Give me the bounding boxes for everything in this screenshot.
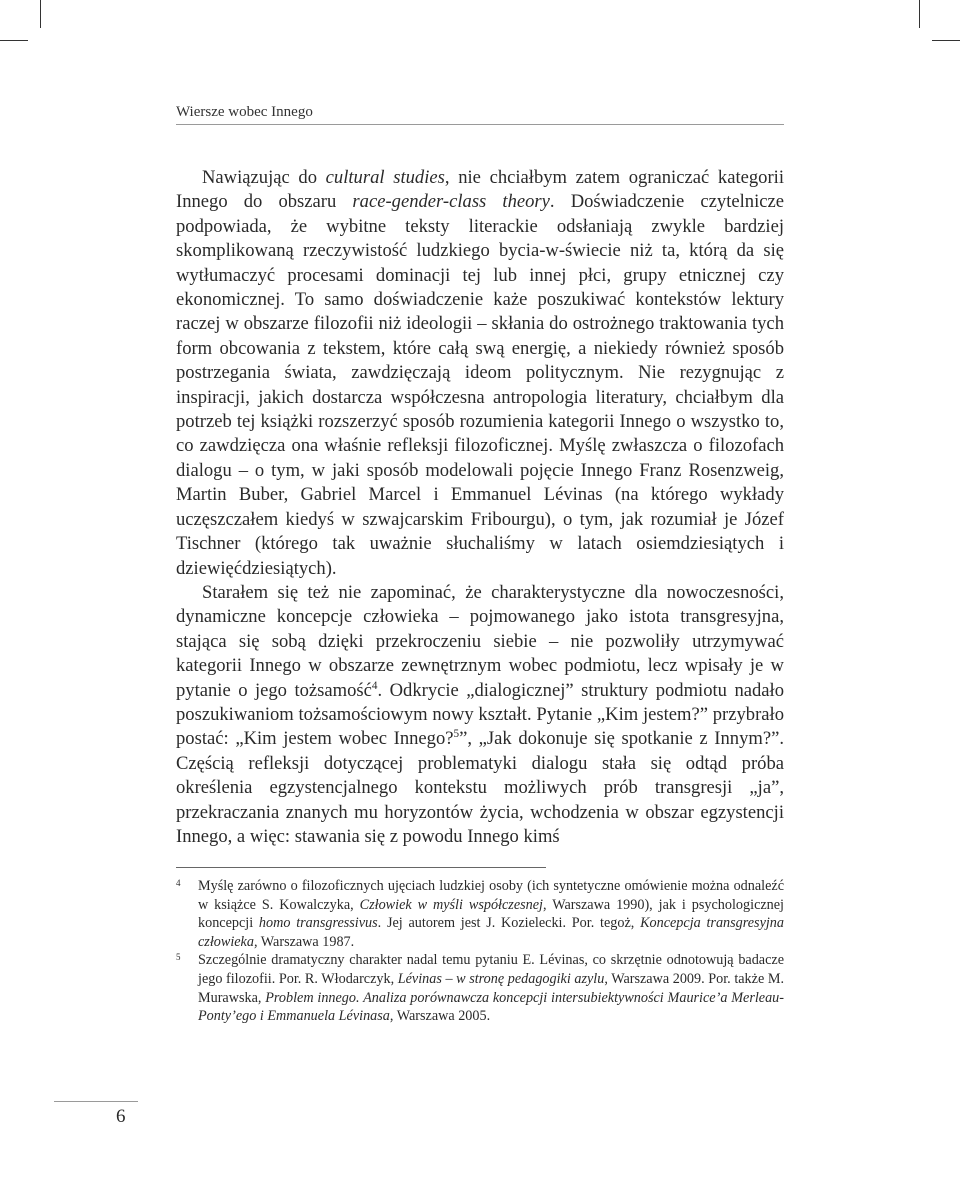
italic-text: homo transgressivus [258,915,378,932]
header-divider [176,124,784,125]
footnote-text: Myślę zarówno o filozoficznych ujęciach ludzkiej osoby (ich syntetyczne omówienie można odnaleźć w książce S. Kowalczyka, Człowiek w myśli współczesnej, Warszawa 1990), jak i psychologicznej koncepcji homo transgressivus. Jej autorem jest J. Kozielecki. Por. tegoż, Koncepcja transgresyjna człowieka, Warszawa 1987. [198,878,784,950]
footnote-reference[interactable]: 5 [453,728,460,741]
italic-text: Lévinas – w stronę pedagogiki azylu [397,970,605,987]
running-head: Wiersze wobec Innego [176,104,313,120]
italic-text: Człowiek w myśli współczesnej [359,896,543,913]
paragraph: Nawiązując do cultural studies, nie chciałbym zatem ograniczać kategorii Innego do obszaru race-gender-class theory. Doświadczenie czytelnicze podpowiada, że wybitne teksty literackie odsłaniają zwykle bardziej skomplikowaną rzeczywistość ludzkiego bycia-w-świecie niż ta, którą da się wytłumaczyć procesami dominacji tej lub innej płci, grupy etnicznej czy ekonomicznej. To samo doświadczenie każe poszukiwać kontekstów lektury raczej w obszarze filozofii niż ideologii – skłania do ostrożnego traktowania tych form obcowania z tekstem, które całą swą energię, a niekiedy również sposób postrzegania świata, zawdzięczają ideom politycznym. Nie rezygnując z inspiracji, jakich dostarcza współczesna antropologia literatury, chciałbym dla potrzeb tej książki rozszerzyć sposób rozumienia kategorii Innego o wszystko to, co zawdzięcza ona właśnie refleksji filozoficznej. Myślę zwłaszcza o filozofach dialogu – o tym, w jaki sposób modelowali pojęcie Innego Franz Rosenzweig, Martin Buber, Gabriel Marcel i Emmanuel Lévinas (na którego wykłady uczęszczałem kiedyś w szwajcarskim Fribourgu), o tym, jak rozumiał je Józef Tischner (którego tak uważnie słuchaliśmy w latach osiemdziesiątych i dziewięćdziesiątych). [176,167,784,579]
page-number: 6 [116,1106,126,1127]
italic-text: cultural studies [325,167,445,188]
italic-text: Koncepcja transgresyjna człowieka [198,915,784,950]
footnotes [176,877,784,1026]
main-text [176,166,784,849]
italic-text: race-gender-class theory [352,191,550,213]
footnote-divider [176,867,546,868]
footnote-number: 4 [176,878,181,888]
footnote-reference[interactable]: 4 [371,679,378,692]
footnote [176,877,784,951]
footnote-text: Szczególnie dramatyczny charakter nadal temu pytaniu E. Lévinas, co skrzętnie odnotowują badacze jego filozofii. Por. R. Włodarczyk, Lévinas – w stronę pedagogiki azylu, Warszawa 2009. Por. także M. Murawska, Problem innego. Analiza porównawcza koncepcji intersubiektywności Maurice’a Merleau-Ponty’ego i Emmanuela Lévinasa, Warszawa 2005. [198,952,784,1025]
crop-mark [919,0,920,28]
crop-mark [40,0,41,28]
page-number-divider [54,1101,138,1102]
paragraph: Starałem się też nie zapominać, że charakterystyczne dla nowoczesności, dynamiczne koncepcje człowieka – pojmowanego jako istota transgresyjna, stająca się sobą dzięki przekroczeniu siebie – nie pozwoliły utrzymywać kategorii Innego w obszarze zewnętrznym wobec podmiotu, lecz wpisały je w pytanie o jego tożsamość$^4$. Odkrycie „dialogicznej” struktury podmiotu nadało poszukiwaniom tożsamościowym nowy kształt. Pytanie „Kim jestem?” przybrało postać: „Kim jestem wobec Innego?$^5$”, „Jak dokonuje się spotkanie z Innym?”. Częścią refleksji dotyczącej problematyki dialogu stała się odtąd próba określenia egzystencjalnego kontekstu możliwych prób transgresji „ja”, przekraczania znanych mu horyzontów życia, wchodzenia w obszar egzystencji Innego, a więc: stawania się z powodu Innego kimś [176,581,785,847]
footnote [176,951,784,1025]
crop-mark [0,40,28,41]
italic-text: Problem innego. Analiza porównawcza koncepcji intersubiektywności Maurice’a Merleau-Ponty’ego i Emmanuela Lévinasa [198,989,784,1025]
crop-mark [932,40,960,41]
footnote-number: 5 [176,952,181,963]
